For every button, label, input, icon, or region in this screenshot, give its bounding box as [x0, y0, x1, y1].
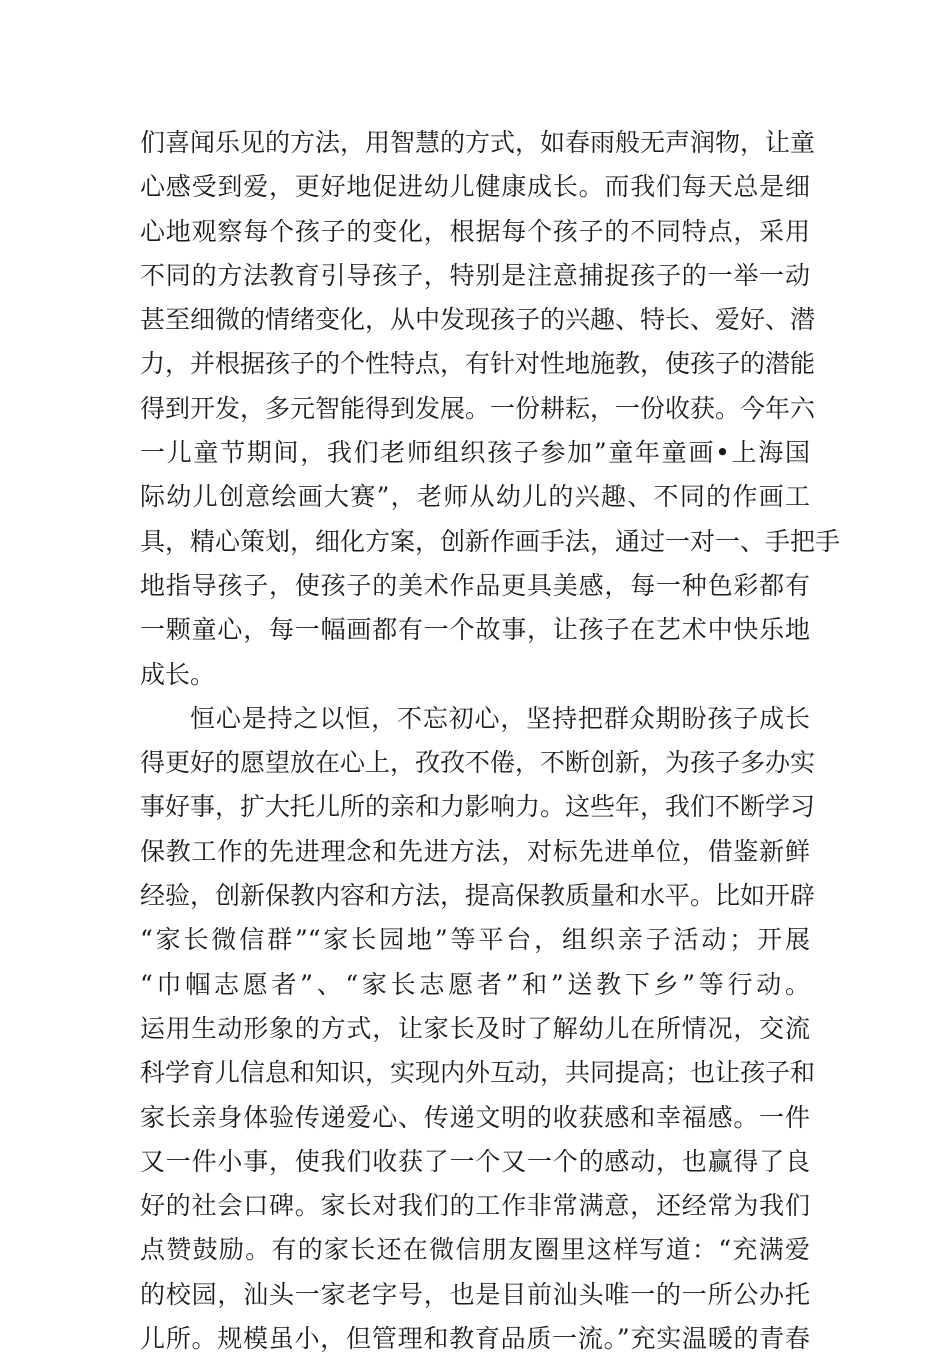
text-line: 心地观察每个孩子的变化，根据每个孩子的不同特点，采用 — [140, 216, 810, 246]
text-line: 保教工作的先进理念和先进方法，对标先进单位，借鉴新鲜 — [140, 836, 810, 866]
text-line: 经验，创新保教内容和方法，提高保教质量和水平。比如开辟 — [140, 881, 816, 911]
text-line: 一儿童节期间，我们老师组织孩子参加”童年童画•上海国 — [140, 438, 810, 468]
text-line: 不同的方法教育引导孩子，特别是注意捕捉孩子的一举一动 — [140, 260, 810, 290]
text-line: 得更好的愿望放在心上，孜孜不倦，不断创新，为孩子多办实 — [140, 748, 816, 778]
text-line: 儿所。规模虽小，但管理和教育品质一流。”充实温暖的青春 — [140, 1324, 810, 1354]
text-line: 家长亲身体验传递爱心、传递文明的收获感和幸福感。一件 — [140, 1102, 810, 1132]
text-line: 又一件小事，使我们收获了一个又一个的感动，也赢得了良 — [140, 1146, 810, 1176]
text-line: 运用生动形象的方式，让家长及时了解幼儿在所情况，交流 — [140, 1013, 810, 1043]
text-line: 恒心是持之以恒，不忘初心，坚持把群众期盼孩子成长 — [190, 703, 810, 733]
text-line: 成长。 — [140, 659, 216, 689]
text-line: 事好事，扩大托儿所的亲和力影响力。这些年，我们不断学习 — [140, 792, 816, 822]
text-line: 们喜闻乐见的方法，用智慧的方式，如春雨般无声润物，让童 — [140, 128, 816, 157]
text-line: “巾帼志愿者”、“家长志愿者”和”送教下乡”等行动。 — [140, 969, 810, 999]
text-line: 心感受到爱，更好地促进幼儿健康成长。而我们每天总是细 — [140, 172, 810, 202]
paragraph-1 — [140, 121, 841, 697]
text-line: 科学育儿信息和知识，实现内外互动，共同提高；也让孩子和 — [140, 1058, 816, 1088]
text-line: 的校园，汕头一家老字号，也是目前汕头唯一的一所公办托 — [140, 1279, 810, 1309]
text-line: 得到开发，多元智能得到发展。一份耕耘，一份收获。今年六 — [140, 393, 816, 423]
text-line: 好的社会口碑。家长对我们的工作非常满意，还经常为我们 — [140, 1191, 810, 1221]
text-line: 力，并根据孩子的个性特点，有针对性地施教，使孩子的潜能 — [140, 349, 816, 379]
text-line: 一颗童心，每一幅画都有一个故事，让孩子在艺术中快乐地 — [140, 615, 810, 645]
text-line: 际幼儿创意绘画大赛”，老师从幼儿的兴趣、不同的作画工 — [140, 482, 810, 512]
text-line: 具，精心策划，细化方案，创新作画手法，通过一对一、手把手 — [140, 526, 841, 556]
text-line: “家长微信群”“家长园地”等平台，组织亲子活动；开展 — [140, 925, 810, 955]
text-line: 地指导孩子，使孩子的美术作品更具美感，每一种色彩都有 — [140, 570, 810, 600]
paragraph-2 — [140, 697, 816, 1361]
text-line: 点赞鼓励。有的家长还在微信朋友圈里这样写道：“充满爱 — [140, 1235, 810, 1265]
document-body — [140, 121, 841, 1361]
text-line: 甚至细微的情绪变化，从中发现孩子的兴趣、特长、爱好、潜 — [140, 305, 816, 335]
